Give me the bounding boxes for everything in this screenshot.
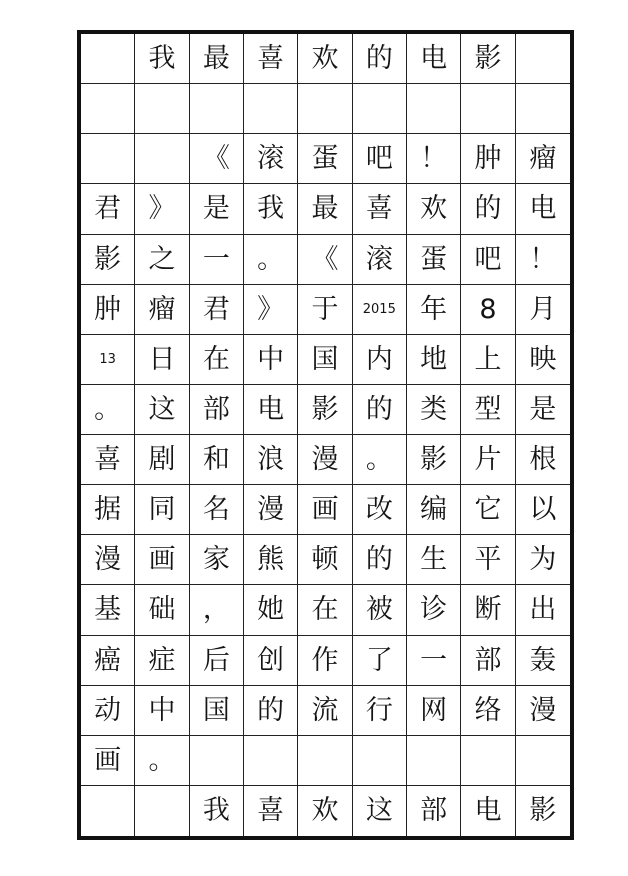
grid-cell: 漫	[516, 686, 570, 736]
grid-cell: 一	[190, 235, 244, 285]
grid-cell	[81, 34, 135, 84]
grid-cell: 。	[135, 736, 189, 786]
grid-cell: 内	[353, 335, 407, 385]
grid-cell: 行	[353, 686, 407, 736]
grid-cell: 影	[529, 795, 557, 827]
grid-cell: 轰	[516, 636, 570, 686]
grid-cell: 是	[190, 184, 244, 234]
grid-cell: 欢	[407, 184, 461, 234]
grid-cell: 这	[353, 786, 407, 836]
grid-cell: 吧	[353, 134, 407, 184]
grid-cell: 画	[81, 736, 135, 786]
grid-cell: 蛋	[298, 134, 352, 184]
grid-cell: 被	[353, 585, 407, 635]
grid-cell: 8	[461, 285, 515, 335]
grid-cell: 。	[81, 385, 135, 435]
grid-cell: 创	[244, 636, 298, 686]
grid-cell	[190, 84, 244, 134]
grid-cell: 我	[244, 184, 298, 234]
grid-cell: 影	[461, 34, 515, 84]
grid-cell: 电	[461, 786, 515, 836]
grid-cell: 《	[298, 235, 352, 285]
grid-cell: 诊	[407, 585, 461, 635]
grid-cell: 滚	[244, 134, 298, 184]
grid-cell: 以	[516, 485, 570, 535]
grid-cell: 于	[298, 285, 352, 335]
grid-cell: 家	[190, 535, 244, 585]
grid-cell	[135, 134, 189, 184]
grid-cell: 片	[461, 435, 515, 485]
grid-cell: 这	[135, 385, 189, 435]
grid-cell: 的	[353, 535, 407, 585]
grid-cell: 我	[135, 34, 189, 84]
grid-cell: 在	[298, 585, 352, 635]
grid-cell: 的	[244, 686, 298, 736]
grid-cell: 影	[81, 235, 135, 285]
grid-cell	[516, 34, 570, 84]
grid-cell: 君	[190, 285, 244, 335]
grid-cell: 》	[135, 184, 189, 234]
grid-cell: 同	[135, 485, 189, 535]
writing-grid-sheet	[77, 30, 574, 840]
grid-cell: 肿	[81, 285, 135, 335]
grid-cell: 断	[461, 585, 515, 635]
grid-cell: 映	[516, 335, 570, 385]
grid-cell: 最	[298, 184, 352, 234]
grid-cell: 国	[298, 335, 352, 385]
grid-cell: 作	[298, 636, 352, 686]
grid-cell: 平	[461, 535, 515, 585]
grid-cell: 部	[407, 786, 461, 836]
grid-cell: ！	[407, 134, 461, 184]
grid-cell	[190, 736, 244, 786]
grid-cell: 和	[190, 435, 244, 485]
grid-cell: 型	[461, 385, 515, 435]
grid-cell: 日	[135, 335, 189, 385]
grid-cell: 喜	[81, 435, 135, 485]
grid-cell: 欢	[298, 34, 352, 84]
grid-cell	[407, 84, 461, 134]
grid-cell: 上	[461, 335, 515, 385]
grid-cell: 漫	[81, 535, 135, 585]
grid-cell: 的	[353, 34, 407, 84]
grid-cell: 13	[81, 335, 135, 385]
grid-cell	[516, 84, 570, 134]
grid-cell: 她	[244, 585, 298, 635]
grid-cell	[135, 84, 189, 134]
grid-cell: ！	[516, 235, 570, 285]
grid-cell: 电	[407, 34, 461, 84]
grid-cell: 改	[353, 485, 407, 535]
grid-cell: 部	[190, 385, 244, 435]
grid-cell: 画	[135, 535, 189, 585]
grid-cell	[516, 736, 570, 786]
grid-cell: 础	[135, 585, 189, 635]
grid-cell	[298, 736, 352, 786]
grid-cell: 影	[298, 385, 352, 435]
grid-cell: 顿	[298, 535, 352, 585]
grid-cell: 蛋	[407, 235, 461, 285]
grid-cell: 滚	[353, 235, 407, 285]
grid-cell: 之	[135, 235, 189, 285]
grid-cell: 影	[407, 435, 461, 485]
grid-cell: 根	[516, 435, 570, 485]
grid-cell: 。	[244, 235, 298, 285]
grid-cell: 了	[353, 636, 407, 686]
grid-cell	[353, 736, 407, 786]
grid-cell: 。	[353, 435, 407, 485]
grid-cell: 欢	[298, 786, 352, 836]
grid-cell: 为	[516, 535, 570, 585]
grid-cell: 》	[244, 285, 298, 335]
grid-cell	[81, 786, 135, 836]
grid-cell: 动	[81, 686, 135, 736]
grid-cell: 熊	[244, 535, 298, 585]
grid-cell: 年	[407, 285, 461, 335]
grid-cell	[244, 84, 298, 134]
grid-cell: 月	[516, 285, 570, 335]
grid-cell	[298, 84, 352, 134]
grid-cell: 流	[298, 686, 352, 736]
grid-cell: 漫	[244, 485, 298, 535]
grid-cell: 喜	[353, 184, 407, 234]
grid-cell: 编	[407, 485, 461, 535]
grid-cell: 后	[190, 636, 244, 686]
grid-cell: 喜	[244, 786, 298, 836]
grid-cell: 的	[353, 385, 407, 435]
grid-cell: 最	[190, 34, 244, 84]
grid-cell	[461, 84, 515, 134]
grid-cell	[353, 84, 407, 134]
grid-cell: 剧	[135, 435, 189, 485]
grid-cell: 喜	[244, 34, 298, 84]
grid-cell	[135, 786, 189, 836]
grid-cell: 电	[516, 184, 570, 234]
grid-cell: 据	[81, 485, 135, 535]
grid-cell: 中	[135, 686, 189, 736]
grid-cell: 名	[190, 485, 244, 535]
grid-cell: 基	[81, 585, 135, 635]
grid-cell: ，	[190, 585, 244, 635]
grid-cell: 在	[190, 335, 244, 385]
grid-cell: 症	[135, 636, 189, 686]
grid-cell: 国	[190, 686, 244, 736]
grid-cell: 瘤	[516, 134, 570, 184]
grid-cell: 中	[244, 335, 298, 385]
grid-cell: 类	[407, 385, 461, 435]
grid-cell: 一	[407, 636, 461, 686]
grid-cell	[407, 736, 461, 786]
grid-cell: 出	[516, 585, 570, 635]
grid-cell: 网	[407, 686, 461, 736]
grid-cell: 地	[407, 335, 461, 385]
grid-cell: 络	[461, 686, 515, 736]
grid-cell: 电	[244, 385, 298, 435]
grid-cell: 吧	[461, 235, 515, 285]
character-grid	[81, 34, 570, 836]
grid-cell: 是	[516, 385, 570, 435]
grid-cell: 浪	[244, 435, 298, 485]
grid-cell: 君	[81, 184, 135, 234]
grid-cell: 《	[190, 134, 244, 184]
grid-cell: 生	[407, 535, 461, 585]
grid-cell: 2015	[353, 285, 407, 335]
grid-cell: 癌	[81, 636, 135, 686]
grid-cell	[81, 84, 135, 134]
grid-cell	[244, 736, 298, 786]
grid-cell: 漫	[298, 435, 352, 485]
grid-cell: 肿	[461, 134, 515, 184]
grid-cell: 它	[461, 485, 515, 535]
grid-cell: 部	[461, 636, 515, 686]
grid-cell: 瘤	[135, 285, 189, 335]
grid-cell: 的	[461, 184, 515, 234]
grid-cell	[461, 736, 515, 786]
grid-cell: 画	[298, 485, 352, 535]
grid-cell: 我	[190, 786, 244, 836]
grid-cell	[81, 134, 135, 184]
